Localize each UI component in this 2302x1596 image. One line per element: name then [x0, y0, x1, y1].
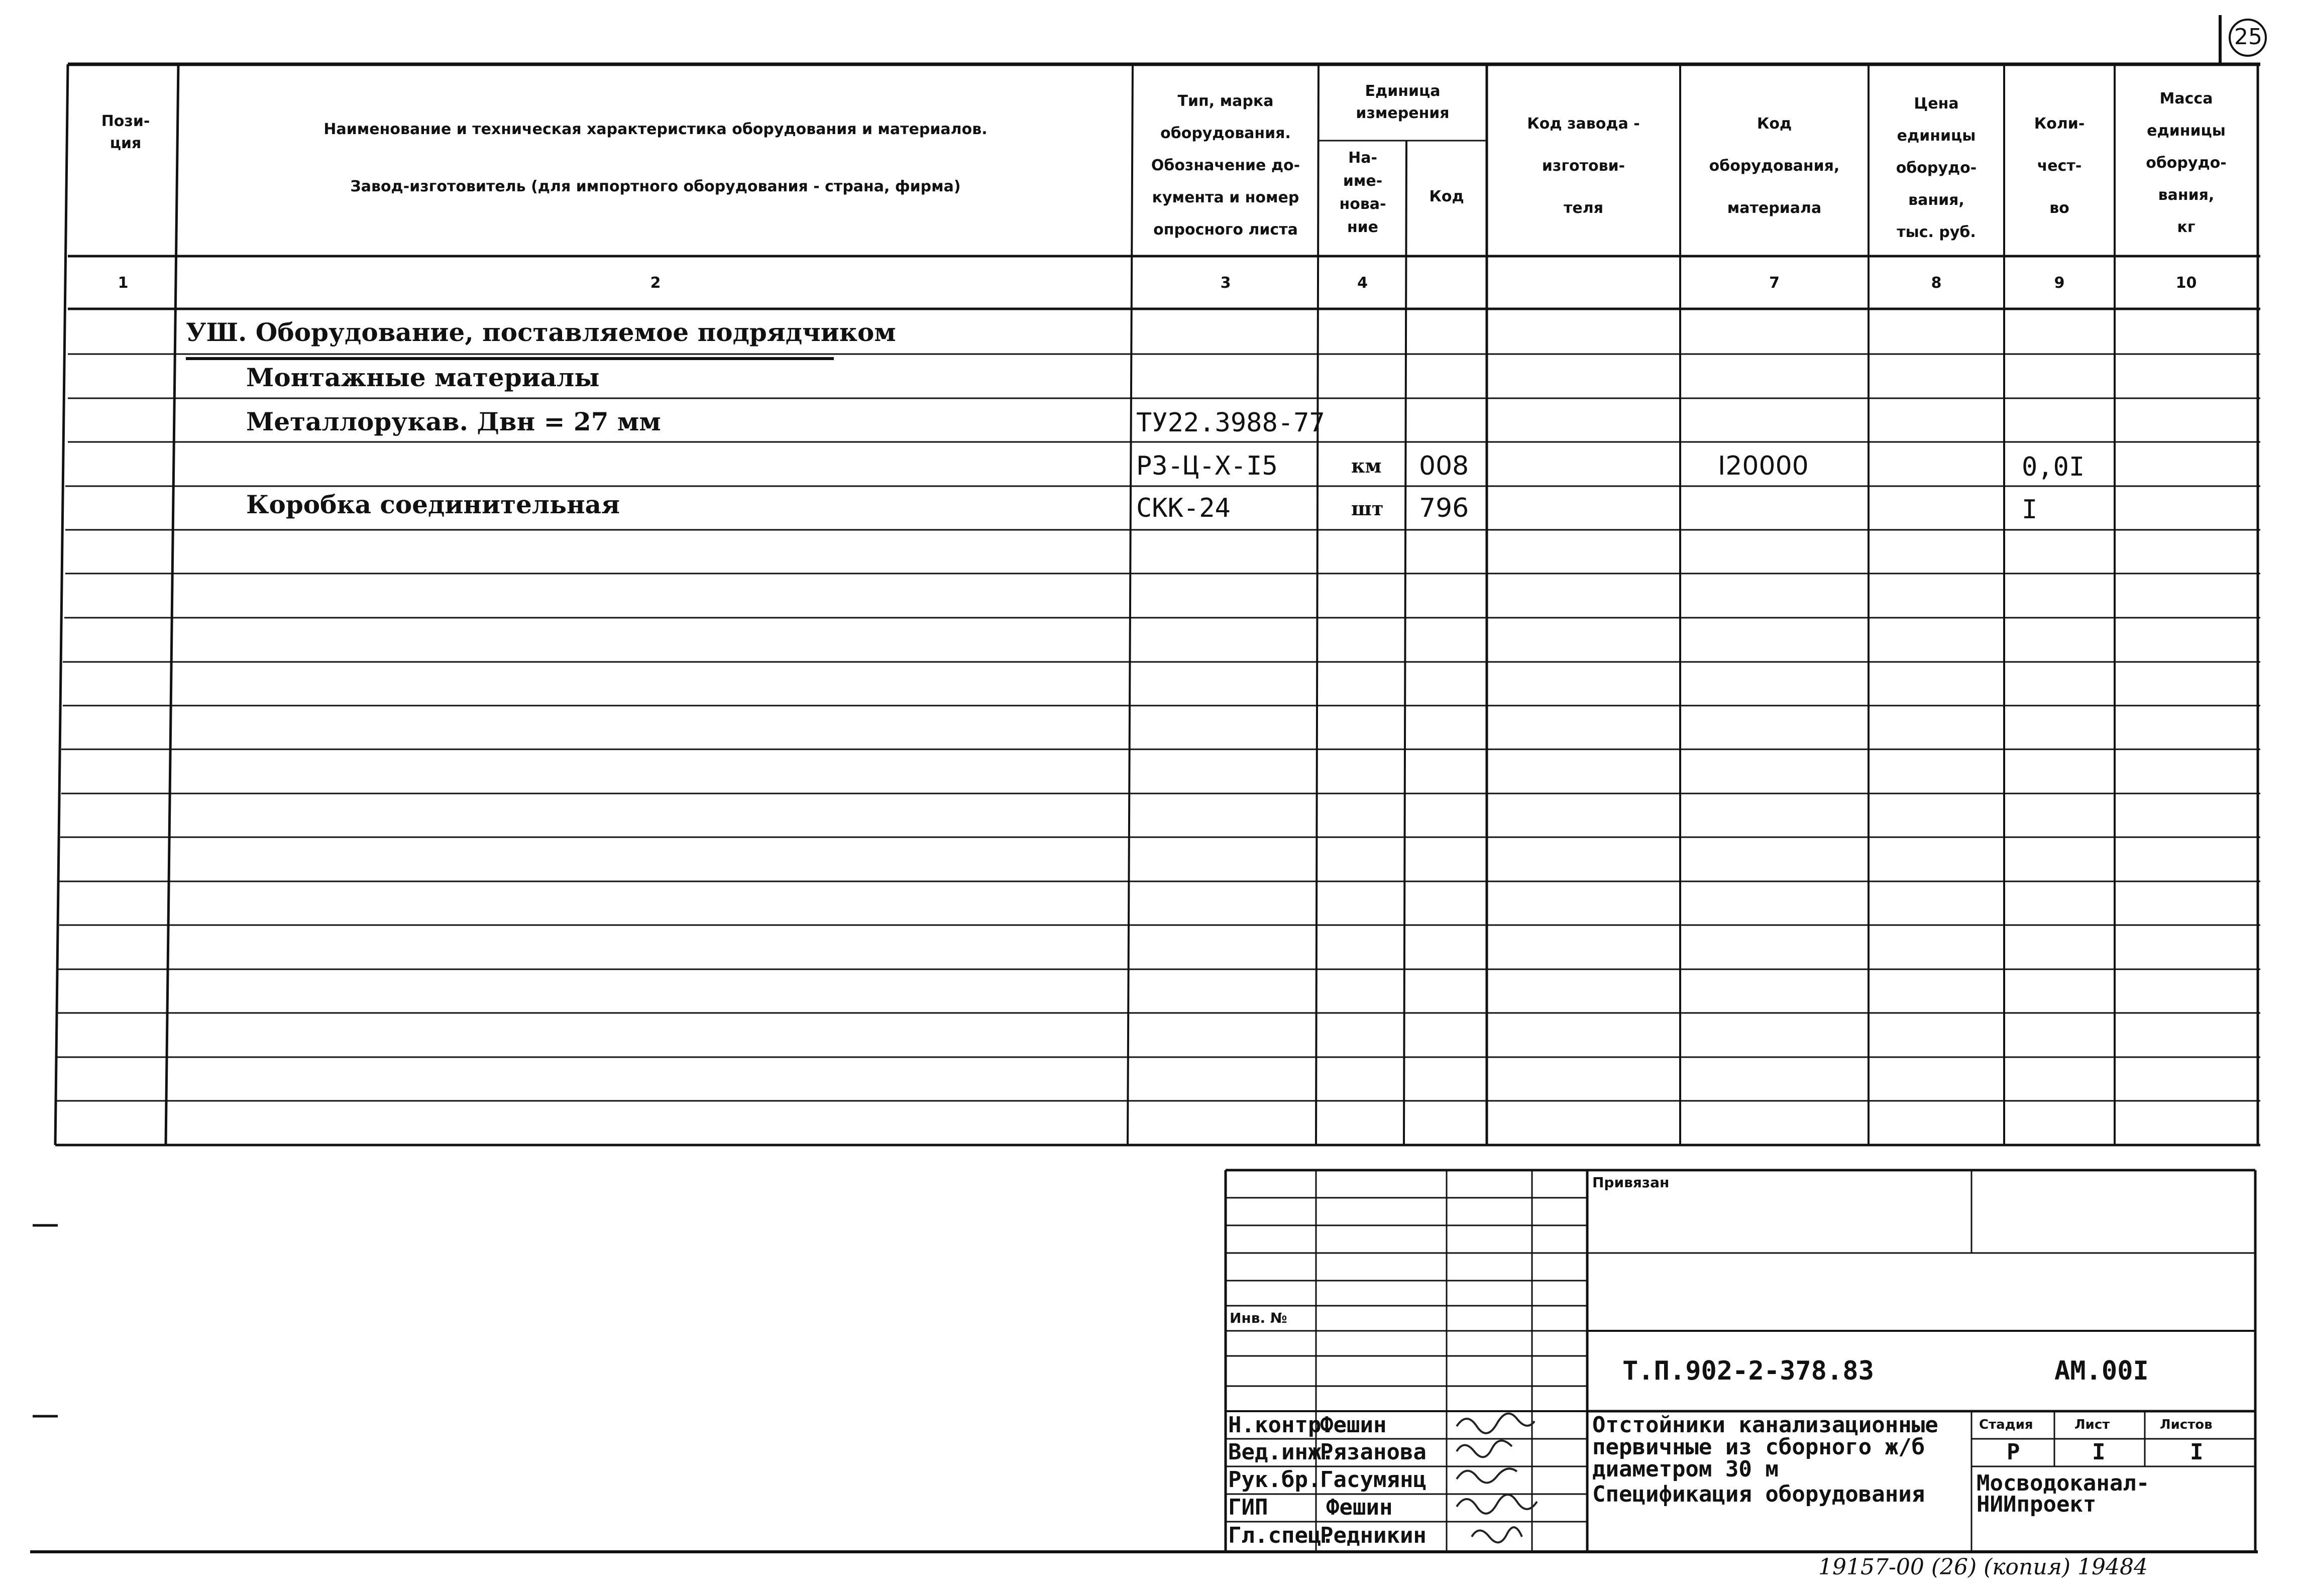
header-factory-code: Код завода - изготови- теля: [1527, 115, 1640, 217]
signer-name: Фешин: [1320, 1412, 1387, 1438]
inventory-number-label: Инв. №: [1230, 1310, 1287, 1326]
row-name: Коробка соединительная: [246, 490, 620, 519]
signer-role: ГИП: [1228, 1495, 1268, 1520]
title-line: первичные из сборного ж/б: [1592, 1434, 1925, 1460]
col-num-1: 1: [118, 274, 129, 292]
header-type: Тип, марка оборудования. Обозначение до- кумента и номер опросного листа: [1151, 92, 1300, 239]
header-price: Цена единицы оборудо- вания, тыс. руб.: [1896, 95, 1977, 241]
header-position: Пози- ция: [101, 112, 150, 152]
col-num-8: 8: [1931, 274, 1942, 292]
header-unit-group: Единица измерения: [1356, 82, 1450, 122]
header-name-line1: Наименование и техническая характеристика оборудования и материалов.: [323, 121, 988, 138]
stage-value: Р: [2007, 1439, 2020, 1465]
col-num-7: 7: [1769, 274, 1780, 292]
footer-archive-note: 19157-00 (26) (копия) 19484: [1818, 1554, 2148, 1580]
section-heading: УШ. Оборудование, поставляемое подрядчиком: [186, 317, 896, 347]
sheet-label: Лист: [2074, 1417, 2110, 1432]
row-unit-code: 796: [1419, 493, 1469, 523]
row-quantity: 0,0I: [2022, 452, 2085, 482]
header-quantity: Коли- чест- во: [2034, 115, 2085, 217]
row-unit: км: [1351, 454, 1382, 477]
signer-name: Редникин: [1320, 1523, 1427, 1548]
row-unit-code: 008: [1419, 451, 1469, 481]
header-unit-name: На- име- нова- ние: [1339, 149, 1386, 236]
header-mass: Масса единицы оборудо- вания, кг: [2146, 90, 2227, 236]
sheet-code: АМ.00I: [2054, 1356, 2149, 1386]
document-code: Т.П.902-2-378.83: [1622, 1356, 1874, 1386]
col-num-10: 10: [2175, 274, 2197, 292]
organization-line: НИИпроект: [1977, 1492, 2097, 1517]
signer-role: Рук.бр.: [1228, 1467, 1322, 1493]
signer-name: Фешин: [1326, 1495, 1393, 1520]
signer-name: Гасумянц: [1320, 1467, 1427, 1493]
signer-role: Гл.спец.: [1228, 1523, 1335, 1548]
sheets-value: I: [2190, 1439, 2204, 1465]
row-equipment-code: I20000: [1718, 451, 1809, 481]
title-line: Отстойники канализационные: [1592, 1412, 1938, 1438]
col-num-3: 3: [1220, 274, 1231, 292]
organization-line: Мосводоканал-: [1977, 1470, 2150, 1496]
col-num-2: 2: [650, 274, 661, 292]
title-line: диаметром 30 м: [1592, 1456, 1779, 1482]
row-type: СКК-24: [1136, 493, 1231, 523]
col-num-4: 4: [1357, 274, 1368, 292]
page-number: 25: [2234, 24, 2262, 50]
privyazan-label: Привязан: [1592, 1174, 1670, 1191]
row-name: Монтажные материалы: [246, 363, 600, 392]
col-num-9: 9: [2054, 274, 2065, 292]
header-name-line2: Завод-изготовитель (для импортного оборудования - страна, фирма): [350, 178, 961, 195]
header-unit-code: Код: [1429, 188, 1464, 205]
title-line: Спецификация оборудования: [1592, 1481, 1925, 1507]
sheet-value: I: [2092, 1439, 2106, 1465]
signer-role: Н.контр.: [1228, 1412, 1335, 1438]
row-type: РЗ-Ц-Х-I5: [1136, 451, 1278, 481]
signer-role: Вед.инж.: [1228, 1439, 1335, 1465]
signer-name: Рязанова: [1320, 1439, 1427, 1465]
header-equipment-code: Код оборудования, материала: [1709, 115, 1840, 217]
row-quantity: I: [2022, 495, 2038, 525]
row-type: ТУ22.3988-77: [1136, 408, 1325, 438]
sheets-label: Листов: [2160, 1417, 2213, 1432]
row-unit: шт: [1351, 497, 1384, 520]
row-name: Металлорукав. Двн = 27 мм: [246, 407, 661, 436]
stage-label: Стадия: [1979, 1417, 2033, 1432]
